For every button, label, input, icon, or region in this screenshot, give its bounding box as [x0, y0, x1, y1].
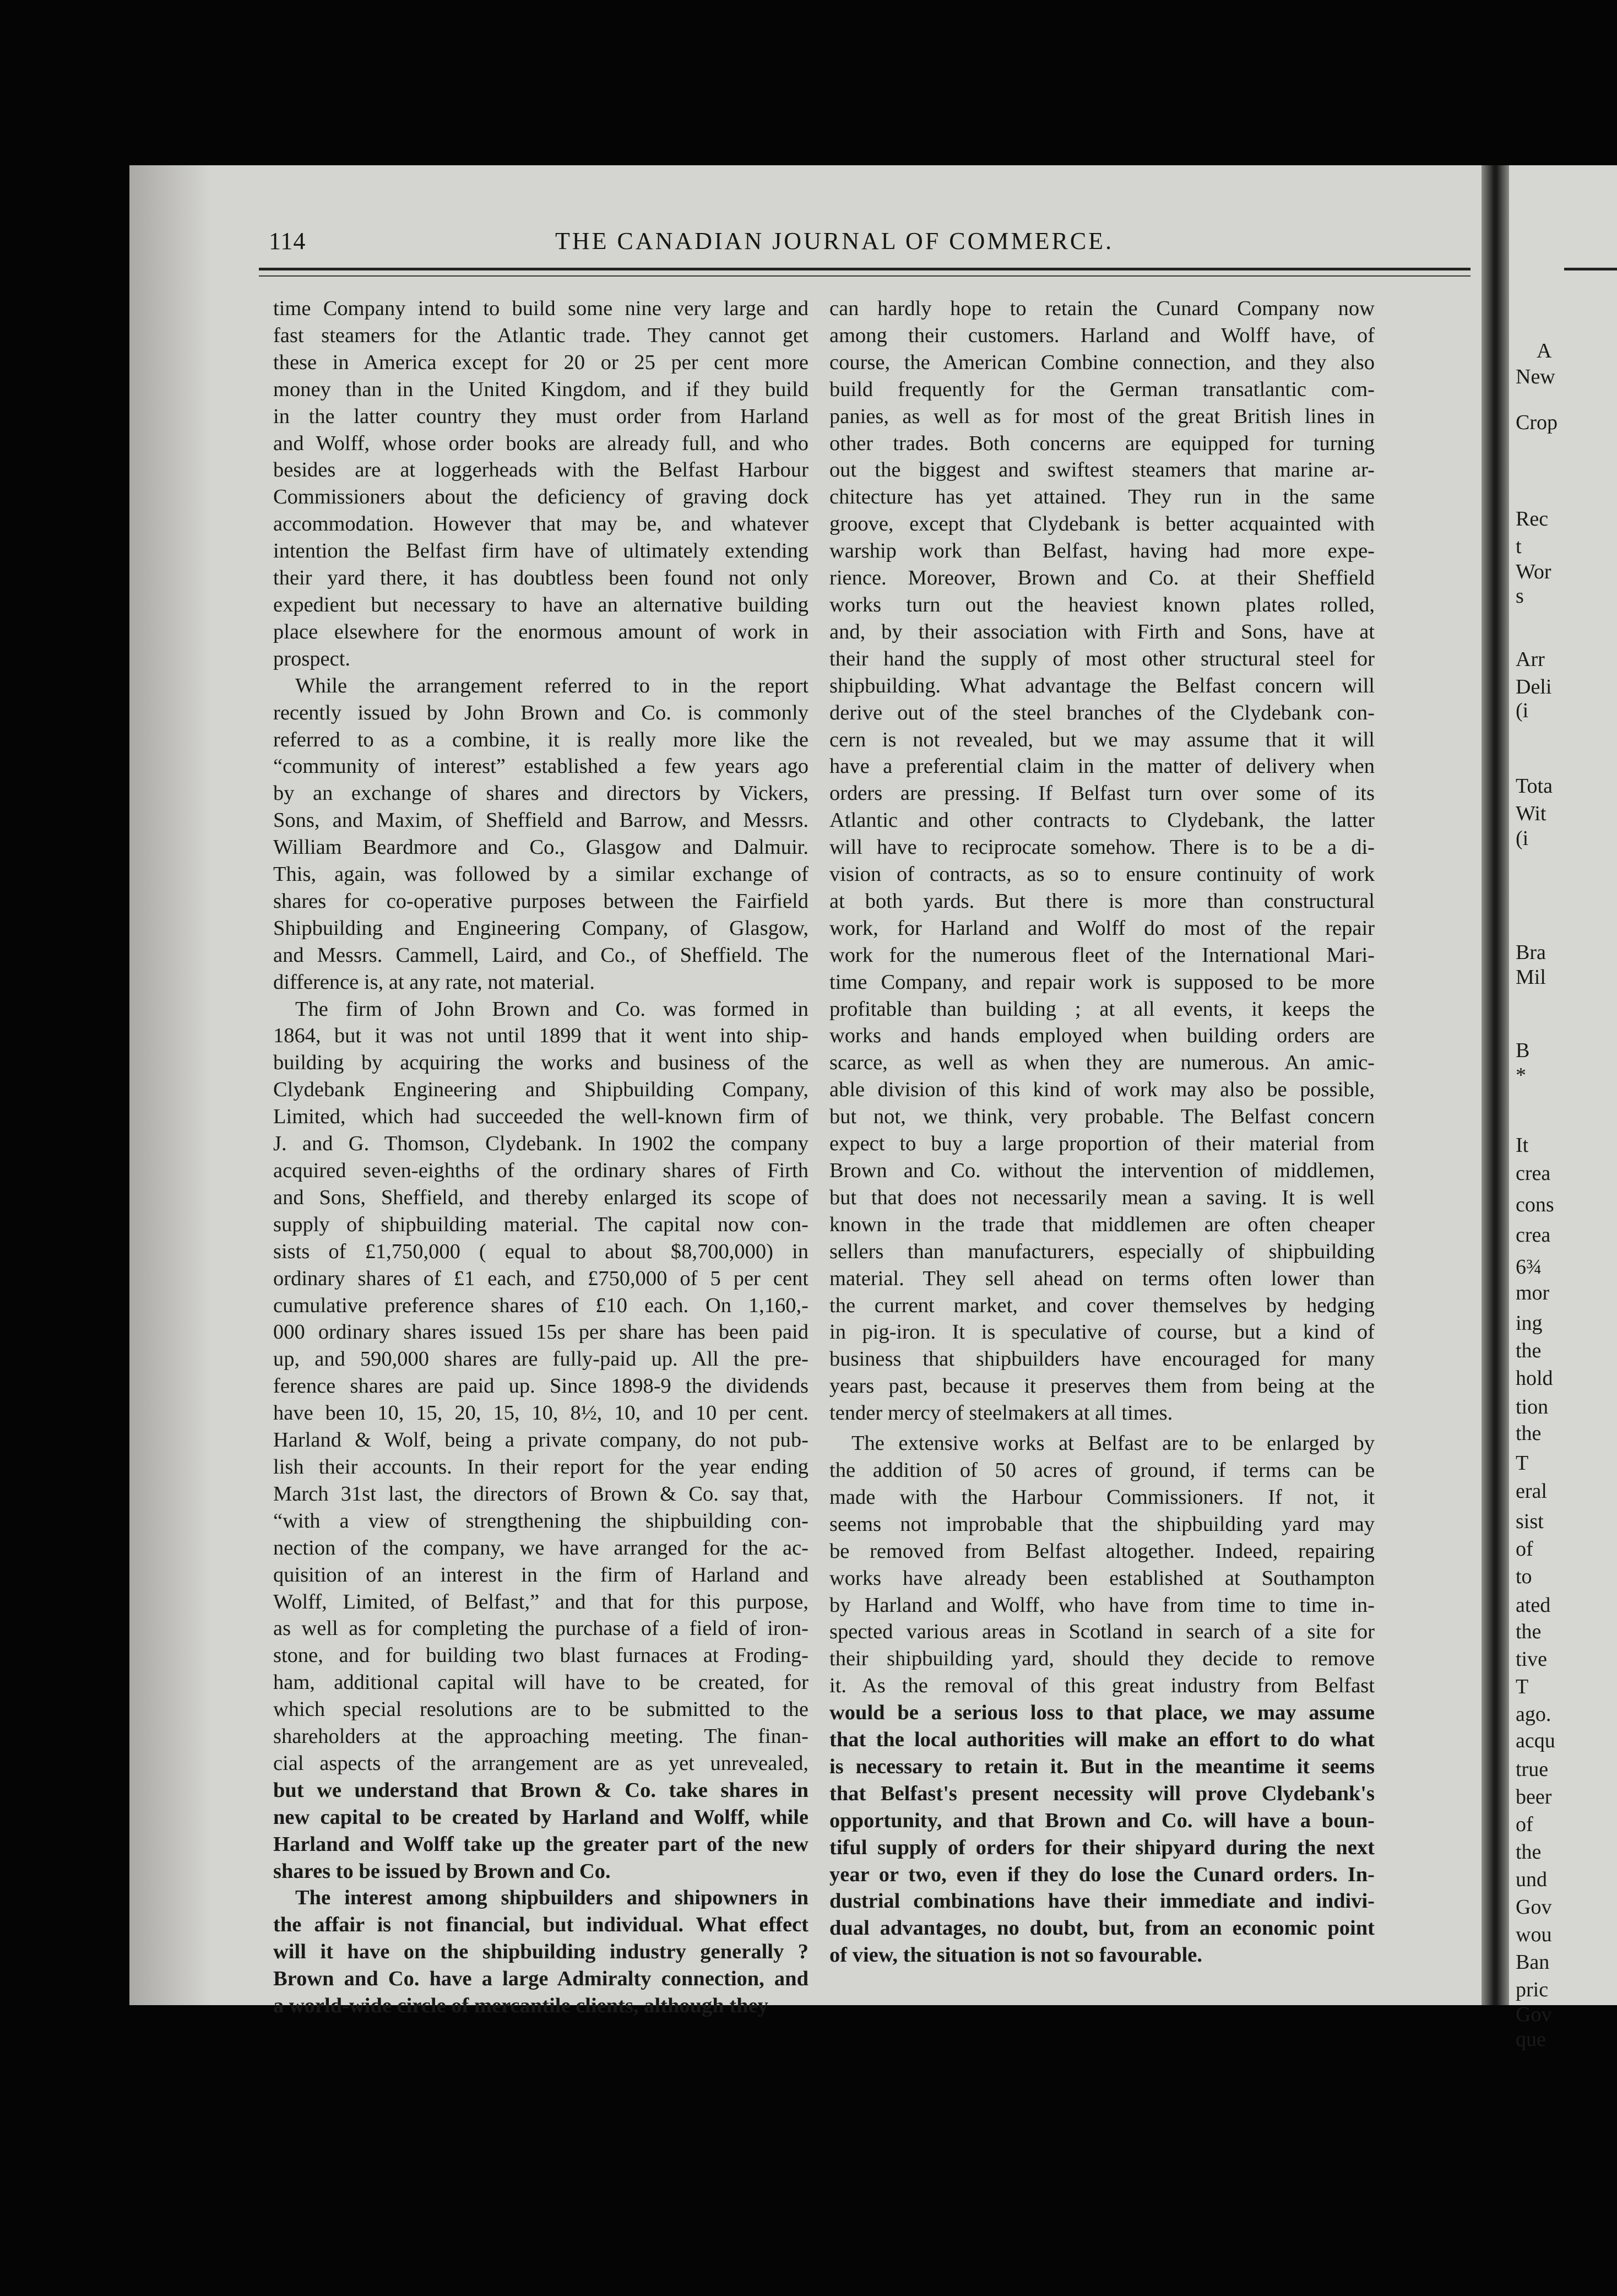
page-shadow [129, 165, 212, 2005]
text-line: groove, except that Clydebank is better acquainted with [829, 512, 1375, 536]
text-line: While the arrangement referred to in the report [295, 674, 808, 697]
text-line: building by acquiring the works and business of the [273, 1051, 808, 1075]
text-line: tiful supply of orders for their shipyard during the next [829, 1835, 1375, 1859]
text-line: be removed from Belfast altogether. Indeed, repairing [829, 1539, 1375, 1563]
adjacent-text-fragment: of [1516, 1813, 1533, 1836]
adjacent-text-fragment: T [1516, 1675, 1529, 1698]
header-rule [259, 268, 1471, 270]
text-line: the affair is not financial, but individual. What effect [273, 1913, 808, 1937]
adjacent-text-fragment: Crop [1516, 411, 1558, 434]
text-line: Shipbuilding and Engineering Company, of Glasgow, [273, 916, 808, 940]
adjacent-text-fragment: pric [1516, 1978, 1549, 2001]
text-line: lish their accounts. In their report for the year ending [273, 1455, 808, 1479]
text-line: work, for Harland and Wolff do most of the repair [829, 916, 1375, 940]
text-line: have been 10, 15, 20, 15, 10, 8½, 10, and 10 per cent. [273, 1401, 808, 1425]
text-line: warship work than Belfast, having had more expe- [829, 539, 1375, 563]
adjacent-text-fragment: It [1516, 1134, 1529, 1157]
text-line: profitable than building ; at all events, it keeps the [829, 997, 1375, 1021]
text-line: cumulative preference shares of £10 each. On 1,160,- [273, 1293, 808, 1317]
text-line: these in America except for 20 or 25 per cent more [273, 350, 808, 374]
adjacent-text-fragment: Ban [1516, 1951, 1550, 1974]
text-line: “community of interest” established a few years ago [273, 755, 808, 778]
right-column [829, 295, 1375, 1969]
text-line: a world-wide circle of mercantile clients, although they [273, 1994, 768, 2018]
text-line: Brown and Co. have a large Admiralty connection, and [273, 1967, 808, 1991]
text-line: the addition of 50 acres of ground, if terms can be [829, 1458, 1375, 1482]
text-line: Clydebank Engineering and Shipbuilding Company, [273, 1078, 808, 1102]
text-line: have a preferential claim in the matter of delivery when [829, 755, 1375, 778]
text-line: in pig-iron. It is speculative of course, but a kind of [829, 1320, 1375, 1344]
adjacent-text-fragment: the [1516, 1620, 1542, 1643]
text-line: in the latter country they must order from Harland [273, 404, 808, 428]
adjacent-text-fragment: Rec [1516, 507, 1549, 530]
adjacent-text-fragment: crea [1516, 1162, 1551, 1185]
text-line: their shipbuilding yard, should they decide to remove [829, 1647, 1375, 1671]
text-line: that the local authorities will make an effort to do what [829, 1728, 1375, 1752]
text-line: vision of contracts, as so to ensure continuity of work [829, 863, 1375, 886]
text-line: works have already been established at Southampton [829, 1566, 1375, 1590]
text-line: known in the trade that middlemen are often cheaper [829, 1212, 1375, 1236]
text-line: it. As the removal of this great industry from Belfast [829, 1674, 1375, 1698]
text-line: acquired seven-eighths of the ordinary shares of Firth [273, 1159, 808, 1182]
text-line: but we understand that Brown & Co. take shares in [273, 1778, 808, 1802]
text-line: their hand the supply of most other structural steel for [829, 647, 1375, 670]
text-line: up, and 590,000 shares are fully-paid up. All the pre- [273, 1347, 808, 1371]
text-line: shares for co-operative purposes between the Fairfield [273, 889, 808, 913]
adjacent-text-fragment: cons [1516, 1193, 1554, 1216]
text-line: ham, additional capital will have to be created, for [273, 1671, 808, 1694]
text-line: opportunity, and that Brown and Co. will have a boun- [829, 1808, 1375, 1832]
text-line: that Belfast's present necessity will prove Clydebank's [829, 1781, 1375, 1805]
text-line: rience. Moreover, Brown and Co. at their Sheffield [829, 566, 1375, 590]
adjacent-text-fragment: sist [1516, 1510, 1544, 1533]
text-line: scarce, as well as when they are numerous. An amic- [829, 1051, 1375, 1075]
text-line: The firm of John Brown and Co. was formed in [295, 997, 808, 1021]
text-line: cern is not revealed, but we may assume that it will [829, 728, 1375, 751]
text-line: will have to reciprocate somehow. There is to be a di- [829, 836, 1375, 859]
adjacent-text-fragment: ated [1516, 1594, 1551, 1617]
text-line: of view, the situation is not so favourable. [829, 1943, 1202, 1967]
text-line: 000 ordinary shares issued 15s per share has been paid [273, 1320, 808, 1344]
text-line: ordinary shares of £1 each, and £750,000 of 5 per cent [273, 1266, 808, 1290]
text-line: Atlantic and other contracts to Clydebank, the latter [829, 809, 1375, 832]
adjacent-text-fragment: crea [1516, 1223, 1551, 1247]
text-line: stone, and for building two blast furnaces at Froding- [273, 1644, 808, 1667]
text-line: would be a serious loss to that place, we may assume [829, 1701, 1375, 1725]
text-line: The interest among shipbuilders and shipowners in [295, 1886, 808, 1910]
text-line: by Harland and Wolff, who have from time to time in- [829, 1593, 1375, 1617]
text-line: new capital to be created by Harland and Wolff, while [273, 1805, 808, 1829]
text-line: works and hands employed when building orders are [829, 1024, 1375, 1048]
text-line: fast steamers for the Atlantic trade. They cannot get [273, 323, 808, 347]
adjacent-text-fragment: New [1516, 365, 1555, 388]
adjacent-text-fragment: Wor [1516, 560, 1551, 583]
page-header [269, 227, 1461, 260]
text-line: but not, we think, very probable. The Belfast concern [829, 1105, 1375, 1129]
text-line: derive out of the steel branches of the Clydebank con- [829, 701, 1375, 724]
text-line: place elsewhere for the enormous amount of work in [273, 620, 808, 643]
adjacent-text-fragment: (i [1516, 827, 1529, 850]
text-line: out the biggest and swiftest steamers that marine ar- [829, 458, 1375, 482]
text-line: as well as for completing the purchase of a field of iron- [273, 1617, 808, 1640]
adjacent-text-fragment: mor [1516, 1281, 1550, 1304]
adjacent-text-fragment: B [1516, 1039, 1530, 1062]
text-line: by an exchange of shares and directors by Vickers, [273, 782, 808, 805]
text-line: panies, as well as for most of the great British lines in [829, 404, 1375, 428]
adjacent-text-fragment: Bra [1516, 941, 1546, 964]
adjacent-text-fragment: tion [1516, 1395, 1549, 1418]
text-line: chitecture has yet attained. They run in the same [829, 485, 1375, 509]
text-line: dual advantages, no doubt, but, from an economic point [829, 1916, 1375, 1940]
text-line: among their customers. Harland and Wolff have, of [829, 323, 1375, 347]
adjacent-text-fragment: Deli [1516, 675, 1552, 698]
text-line: the current market, and cover themselves by hedging [829, 1293, 1375, 1317]
text-line: besides are at loggerheads with the Belfast Harbour [273, 458, 808, 482]
text-line: The extensive works at Belfast are to be enlarged by [851, 1432, 1375, 1455]
adjacent-text-fragment: true [1516, 1758, 1549, 1781]
text-line: Commissioners about the deficiency of graving dock [273, 485, 808, 509]
text-line: business that shipbuilders have encouraged for many [829, 1347, 1375, 1371]
adjacent-text-fragment: A [1537, 339, 1552, 362]
text-line: other trades. Both concerns are equipped for turning [829, 431, 1375, 455]
text-line: time Company intend to build some nine very large and [273, 297, 808, 320]
text-line: year or two, even if they do lose the Cunard orders. In- [829, 1862, 1375, 1886]
text-line: works turn out the heaviest known plates rolled, [829, 593, 1375, 616]
text-line: 1864, but it was not until 1899 that it went into ship- [273, 1024, 808, 1048]
text-line: made with the Harbour Commissioners. If not, it [829, 1485, 1375, 1509]
text-line: Wolff, Limited, of Belfast,” and that for this purpose, [273, 1590, 808, 1613]
text-line: dustrial combinations have their immediate and indivi- [829, 1889, 1375, 1913]
text-line: shipbuilding. What advantage the Belfast concern will [829, 674, 1375, 697]
text-line: work for the numerous fleet of the International Mari- [829, 943, 1375, 967]
text-line: quisition of an interest in the firm of Harland and [273, 1563, 808, 1586]
text-line: course, the American Combine connection, and they also [829, 350, 1375, 374]
text-line: difference is, at any rate, not material. [273, 970, 595, 994]
text-line: and, by their association with Firth and Sons, have at [829, 620, 1375, 643]
adjacent-text-fragment: eral [1516, 1480, 1547, 1503]
adjacent-text-fragment: beer [1516, 1785, 1552, 1808]
text-line: spected various areas in Scotland in search of a site for [829, 1620, 1375, 1644]
text-line: and Messrs. Cammell, Laird, and Co., of Sheffield. The [273, 943, 808, 967]
adjacent-text-fragment: ing [1516, 1312, 1543, 1335]
text-line: their yard there, it has doubtless been found not only [273, 566, 808, 590]
adjacent-text-fragment: acqu [1516, 1729, 1555, 1752]
adjacent-text-fragment: tive [1516, 1648, 1547, 1671]
text-line: seems not improbable that the shipbuilding yard may [829, 1512, 1375, 1536]
text-line: able division of this kind of work may also be possible, [829, 1078, 1375, 1102]
adjacent-text-fragment: to [1516, 1565, 1532, 1588]
text-line: supply of shipbuilding material. The capital now con- [273, 1212, 808, 1236]
text-line: intention the Belfast firm have of ultimately extending [273, 539, 808, 563]
text-line: will it have on the shipbuilding industry generally ? [273, 1940, 808, 1964]
text-line: cial aspects of the arrangement are as yet unrevealed, [273, 1751, 808, 1775]
text-line: can hardly hope to retain the Cunard Company now [829, 297, 1375, 320]
adjacent-text-fragment: t [1516, 535, 1522, 558]
header-rule-thin [259, 275, 1471, 277]
text-line: time Company, and repair work is supposed to be more [829, 970, 1375, 994]
adjacent-text-fragment: Arr [1516, 648, 1545, 671]
text-line: sists of £1,750,000 ( equal to about $8,700,000) in [273, 1239, 808, 1263]
adjacent-text-fragment: Tota [1516, 775, 1553, 798]
text-line: Brown and Co. without the intervention of middlemen, [829, 1159, 1375, 1182]
adjacent-text-fragment: Gov [1516, 1896, 1552, 1919]
adjacent-text-fragment: ago. [1516, 1703, 1551, 1726]
text-line: accommodation. However that may be, and whatever [273, 512, 808, 536]
adjacent-text-fragment: hold [1516, 1367, 1553, 1390]
text-line: Harland and Wolff take up the greater part of the new [273, 1832, 808, 1856]
adjacent-text-fragment: (i [1516, 699, 1529, 722]
book-gutter [1482, 165, 1509, 2005]
text-line: prospect. [273, 647, 351, 670]
text-line: years past, because it preserves them from being at the [829, 1374, 1375, 1398]
text-line: tender mercy of steelmakers at all times. [829, 1401, 1173, 1425]
text-line: Harland & Wolf, being a private company, do not pub- [273, 1428, 808, 1452]
text-line: nection of the company, we have arranged for the ac- [273, 1536, 808, 1559]
text-line: March 31st last, the directors of Brown & Co. say that, [273, 1482, 808, 1506]
text-line: recently issued by John Brown and Co. is commonly [273, 701, 808, 724]
text-line: sellers than manufacturers, especially of shipbuilding [829, 1239, 1375, 1263]
adjacent-text-fragment: Wit [1516, 802, 1547, 825]
text-line: shareholders at the approaching meeting. The finan- [273, 1725, 808, 1748]
left-column [273, 295, 808, 2019]
text-line: shares to be issued by Brown and Co. [273, 1859, 611, 1883]
adjacent-header-rule [1564, 268, 1617, 270]
adjacent-text-fragment: of [1516, 1537, 1533, 1561]
text-line: This, again, was followed by a similar exchange of [273, 863, 808, 886]
text-line: material. They sell ahead on terms often lower than [829, 1266, 1375, 1290]
text-line: build frequently for the German transatlantic com- [829, 377, 1375, 401]
text-line: expedient but necessary to have an alternative building [273, 593, 808, 616]
text-line: is necessary to retain it. But in the meantime it seems [829, 1755, 1375, 1778]
adjacent-text-fragment: the [1516, 1339, 1542, 1362]
adjacent-text-fragment: the [1516, 1422, 1542, 1445]
text-line: “with a view of strengthening the shipbuilding con- [273, 1509, 808, 1533]
text-line: at both yards. But there is more than constructural [829, 889, 1375, 913]
adjacent-text-fragment: und [1516, 1868, 1547, 1891]
page-number: 114 [269, 228, 306, 254]
adjacent-text-fragment: s [1516, 584, 1524, 608]
adjacent-text-fragment: Mil [1516, 966, 1546, 989]
text-line: referred to as a combine, it is really more like the [273, 728, 808, 751]
text-line: expect to buy a large proportion of their material from [829, 1132, 1375, 1156]
text-line: but that does not necessarily mean a saving. It is well [829, 1185, 1375, 1209]
text-line: which special resolutions are to be submitted to the [273, 1698, 808, 1721]
adjacent-text-fragment: Gov [1516, 2003, 1552, 2026]
text-line: Limited, which had succeeded the well-known firm of [273, 1105, 808, 1129]
text-line: money than in the United Kingdom, and if they build [273, 377, 808, 401]
adjacent-text-fragment: * [1516, 1064, 1526, 1087]
text-line: ference shares are paid up. Since 1898-9 the dividends [273, 1374, 808, 1398]
text-line: William Beardmore and Co., Glasgow and Dalmuir. [273, 836, 808, 859]
text-line: Sons, and Maxim, of Sheffield and Barrow, and Messrs. [273, 809, 808, 832]
journal-title: THE CANADIAN JOURNAL OF COMMERCE. [555, 228, 1114, 254]
adjacent-text-fragment: T [1516, 1452, 1529, 1475]
adjacent-text-fragment: the [1516, 1840, 1542, 1864]
text-line: and Sons, Sheffield, and thereby enlarged its scope of [273, 1185, 808, 1209]
adjacent-text-fragment: que [1516, 2028, 1546, 2051]
text-line: and Wolff, whose order books are already full, and who [273, 431, 808, 455]
text-line: orders are pressing. If Belfast turn over some of its [829, 782, 1375, 805]
adjacent-text-fragment: 6¾ [1516, 1255, 1542, 1279]
adjacent-text-fragment: wou [1516, 1923, 1552, 1946]
text-line: J. and G. Thomson, Clydebank. In 1902 the company [273, 1132, 808, 1156]
